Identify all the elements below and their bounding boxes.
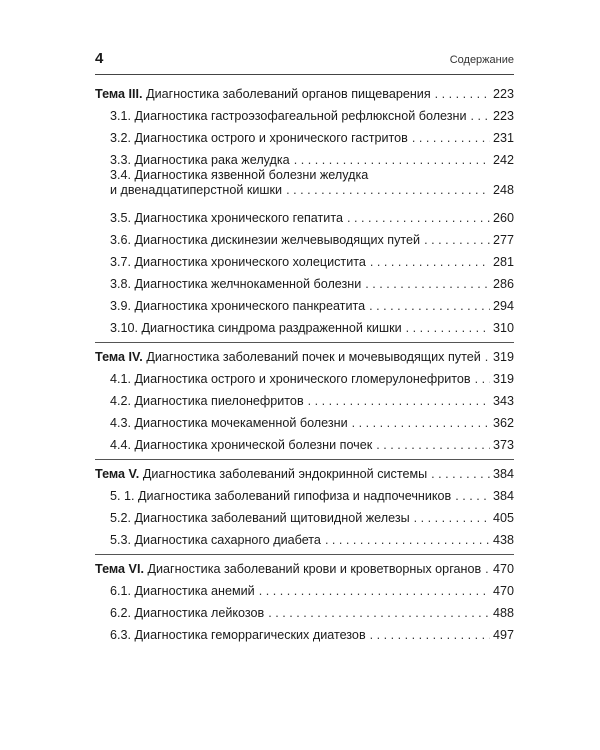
leader-dots (414, 511, 490, 526)
leader-dots (406, 321, 490, 336)
page-ref: 373 (492, 438, 514, 452)
entry-title: 3.5. Диагностика хронического гепатита (110, 211, 343, 225)
toc-entry[interactable] (95, 292, 514, 314)
toc-entry[interactable] (95, 226, 514, 248)
topic-title: Диагностика заболеваний почек и мочевыводящих путей (146, 350, 481, 364)
table-of-contents (95, 80, 514, 643)
entry-title: 6.2. Диагностика лейкозов (110, 606, 265, 620)
leader-dots (485, 350, 490, 365)
toc-entry[interactable] (95, 365, 514, 387)
toc-entry[interactable] (95, 102, 514, 124)
page-ref: 470 (492, 562, 514, 576)
toc-entry[interactable] (95, 526, 514, 548)
page-ref: 281 (492, 255, 514, 269)
leader-dots (455, 489, 490, 504)
leader-dots (424, 233, 490, 248)
page-ref: 223 (492, 87, 514, 101)
toc-entry[interactable] (95, 124, 514, 146)
entry-title: 3.3. Диагностика рака желудка (110, 153, 290, 167)
toc-entry[interactable] (95, 270, 514, 292)
page-ref: 260 (492, 211, 514, 225)
entry-title: 4.4. Диагностика хронической болезни почек (110, 438, 373, 452)
leader-dots (286, 183, 490, 198)
entry-title: 5.3. Диагностика сахарного диабета (110, 533, 321, 547)
page-ref: 384 (492, 489, 514, 503)
entry-title: 3.7. Диагностика хронического холецистита (110, 255, 366, 269)
page-ref: 242 (492, 153, 514, 167)
entry-title: 4.3. Диагностика мочекаменной болезни (110, 416, 348, 430)
page-number: 4 (95, 50, 104, 67)
topic-label: Тема V. (95, 467, 140, 481)
page-ref: 223 (492, 109, 514, 123)
toc-topic-entry[interactable] (95, 343, 514, 365)
toc-entry[interactable] (95, 577, 514, 599)
toc-topic-entry[interactable] (95, 80, 514, 102)
page-ref: 319 (492, 372, 514, 386)
page-ref: 248 (492, 183, 514, 197)
toc-section-3 (95, 80, 514, 336)
leader-dots (369, 299, 490, 314)
leader-dots (412, 131, 490, 146)
page-ref: 231 (492, 131, 514, 145)
entry-title: 3.10. Диагностика синдрома раздраженной кишки (110, 321, 402, 335)
page-ref: 319 (492, 350, 514, 364)
entry-title-line1: 3.4. Диагностика язвенной болезни желудка (110, 168, 369, 182)
entry-title: 6.1. Диагностика анемий (110, 584, 255, 598)
entry-title: 5. 1. Диагностика заболеваний гипофиза и надпочечников (110, 489, 452, 503)
toc-topic-entry[interactable] (95, 555, 514, 577)
topic-title: Диагностика заболеваний органов пищеварения (146, 87, 431, 101)
page-ref: 343 (492, 394, 514, 408)
entry-title: 5.2. Диагностика заболеваний щитовидной железы (110, 511, 410, 525)
topic-title: Диагностика заболеваний крови и кроветворных органов (147, 562, 482, 576)
page-ref: 488 (492, 606, 514, 620)
page-ref: 310 (492, 321, 514, 335)
leader-dots (268, 606, 490, 621)
page-header (95, 50, 514, 75)
leader-dots (435, 87, 490, 102)
toc-entry[interactable] (95, 146, 514, 168)
toc-entry[interactable] (95, 482, 514, 504)
toc-entry[interactable] (95, 204, 514, 226)
leader-dots (365, 277, 490, 292)
page-ref: 384 (492, 467, 514, 481)
leader-dots (294, 153, 490, 168)
page-ref: 362 (492, 416, 514, 430)
leader-dots (475, 372, 490, 387)
page-ref: 438 (492, 533, 514, 547)
leader-dots (376, 438, 490, 453)
entry-title: 4.2. Диагностика пиелонефритов (110, 394, 304, 408)
leader-dots (352, 416, 490, 431)
toc-entry[interactable] (95, 387, 514, 409)
toc-entry[interactable] (95, 314, 514, 336)
toc-entry[interactable] (95, 168, 514, 204)
leader-dots (370, 255, 490, 270)
toc-entry[interactable] (95, 504, 514, 526)
leader-dots (431, 467, 490, 482)
page-ref: 286 (492, 277, 514, 291)
entry-title-line2: и двенадцатиперстной кишки (110, 183, 283, 197)
entry-title: 3.1. Диагностика гастроэзофагеальной рефлюксной болезни (110, 109, 467, 123)
toc-section-4 (95, 342, 514, 453)
topic-label: Тема III. (95, 87, 143, 101)
topic-label: Тема VI. (95, 562, 144, 576)
leader-dots (308, 394, 490, 409)
toc-entry[interactable] (95, 409, 514, 431)
running-head: Содержание (449, 54, 514, 66)
topic-label: Тема IV. (95, 350, 143, 364)
page-ref: 294 (492, 299, 514, 313)
toc-topic-entry[interactable] (95, 460, 514, 482)
entry-title: 3.2. Диагностика острого и хронического гастритов (110, 131, 408, 145)
leader-dots (325, 533, 490, 548)
topic-title: Диагностика заболеваний эндокринной системы (142, 467, 428, 481)
entry-title: 4.1. Диагностика острого и хронического гломерулонефритов (110, 372, 471, 386)
leader-dots (485, 562, 490, 577)
page-ref: 470 (492, 584, 514, 598)
leader-dots (347, 211, 490, 226)
entry-title: 3.9. Диагностика хронического панкреатита (110, 299, 366, 313)
page-ref: 497 (492, 628, 514, 642)
leader-dots (259, 584, 490, 599)
entry-title: 3.6. Диагностика дискинезии желчевыводящих путей (110, 233, 421, 247)
toc-entry[interactable] (95, 599, 514, 621)
toc-section-5 (95, 459, 514, 548)
entry-title: 3.8. Диагностика желчнокаменной болезни (110, 277, 362, 291)
page-ref: 277 (492, 233, 514, 247)
leader-dots (471, 109, 490, 124)
toc-entry[interactable] (95, 431, 514, 453)
entry-title: 6.3. Диагностика геморрагических диатезов (110, 628, 366, 642)
toc-entry[interactable] (95, 248, 514, 270)
leader-dots (370, 628, 490, 643)
page-ref: 405 (492, 511, 514, 525)
toc-section-6 (95, 554, 514, 643)
toc-entry[interactable] (95, 621, 514, 643)
